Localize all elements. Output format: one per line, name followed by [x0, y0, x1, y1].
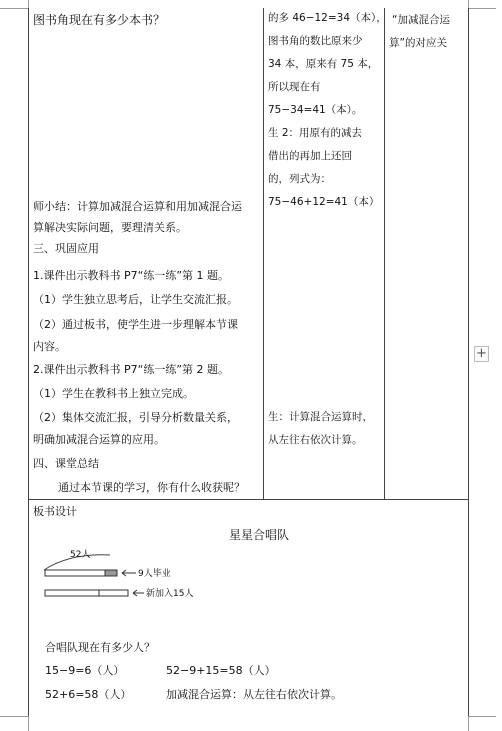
student-answer: 借出的再加上还回	[268, 150, 352, 162]
exercise-item: 2.课件出示教科书 P7“练一练”第 2 题。	[33, 363, 230, 376]
crop-mark	[468, 0, 469, 8]
crop-mark	[28, 716, 29, 731]
crop-mark	[0, 716, 28, 717]
total-label: 52人	[70, 550, 91, 560]
design-intent: 算”的对应关	[389, 37, 447, 49]
design-intent: “加减混合运	[392, 14, 450, 26]
equation: 52−9+15=58（人）	[166, 664, 276, 677]
student-answer: 图书角的数比原来少	[268, 35, 363, 47]
student-answer: 所以现在有	[268, 81, 321, 93]
row-divider	[28, 499, 469, 500]
column-divider	[384, 8, 385, 499]
student-answer: 生 2：用原有的减去	[268, 127, 363, 139]
closing-question: 通过本节课的学习，你有什么收获呢？	[58, 481, 245, 494]
crop-mark	[468, 716, 496, 717]
exercise-step: （1）学生在教科书上独立完成。	[33, 387, 194, 400]
exercise-step: （2）集体交流汇报，引导分析数量关系，	[33, 411, 238, 424]
section-heading: 三、巩固应用	[33, 242, 99, 255]
student-answer: 75−46+12=41（本）	[268, 196, 380, 208]
question-text: 图书角现在有多少本书？	[33, 13, 166, 27]
crop-mark	[0, 8, 28, 9]
board-rule: 加减混合运算：从左往右依次计算。	[166, 688, 342, 701]
summary-text: 算解决实际问题，要理清关系。	[33, 221, 187, 234]
column-divider	[263, 8, 264, 499]
joined-segment	[99, 590, 128, 596]
board-question: 合唱队现在有多少人？	[45, 641, 155, 654]
student-answer: 的多 46−12=34（本），	[268, 12, 387, 24]
bottom-segment-bar	[45, 590, 99, 596]
leave-label: 9人毕业	[138, 569, 171, 579]
student-answer: 的，列式为：	[268, 173, 331, 185]
crop-mark	[28, 0, 29, 8]
board-title: 星星合唱队	[229, 528, 290, 542]
summary-text: 师小结：计算加减混合运算和用加减混合运	[33, 200, 242, 213]
exercise-step: （2）通过板书，使学生进一步理解本节课	[33, 318, 238, 331]
student-answer: 34 本，原来有 75 本，	[268, 58, 379, 70]
add-button[interactable]: +	[474, 346, 489, 362]
exercise-step: 内容。	[33, 340, 66, 353]
section-heading: 四、课堂总结	[33, 457, 99, 470]
board-heading: 板书设计	[33, 505, 77, 518]
join-label: 新加入15人	[146, 589, 194, 599]
student-answer: 生：计算混合运算时，	[268, 411, 373, 423]
crop-mark	[468, 716, 469, 731]
crop-mark	[468, 8, 496, 9]
graduated-segment	[105, 570, 117, 576]
exercise-step: 明确加减混合运算的应用。	[33, 433, 165, 446]
student-answer: 75−34=41（本）。	[268, 104, 363, 116]
exercise-item: 1.课件出示教科书 P7“练一练”第 1 题。	[33, 269, 230, 282]
equation: 52+6=58（人）	[45, 688, 132, 701]
table-border-right	[468, 8, 469, 716]
table-border-left	[28, 8, 29, 716]
student-answer: 从左往右依次计算。	[268, 434, 363, 446]
equation: 15−9=6（人）	[45, 664, 125, 677]
exercise-step: （1）学生独立思考后，让学生交流汇报。	[33, 293, 238, 306]
